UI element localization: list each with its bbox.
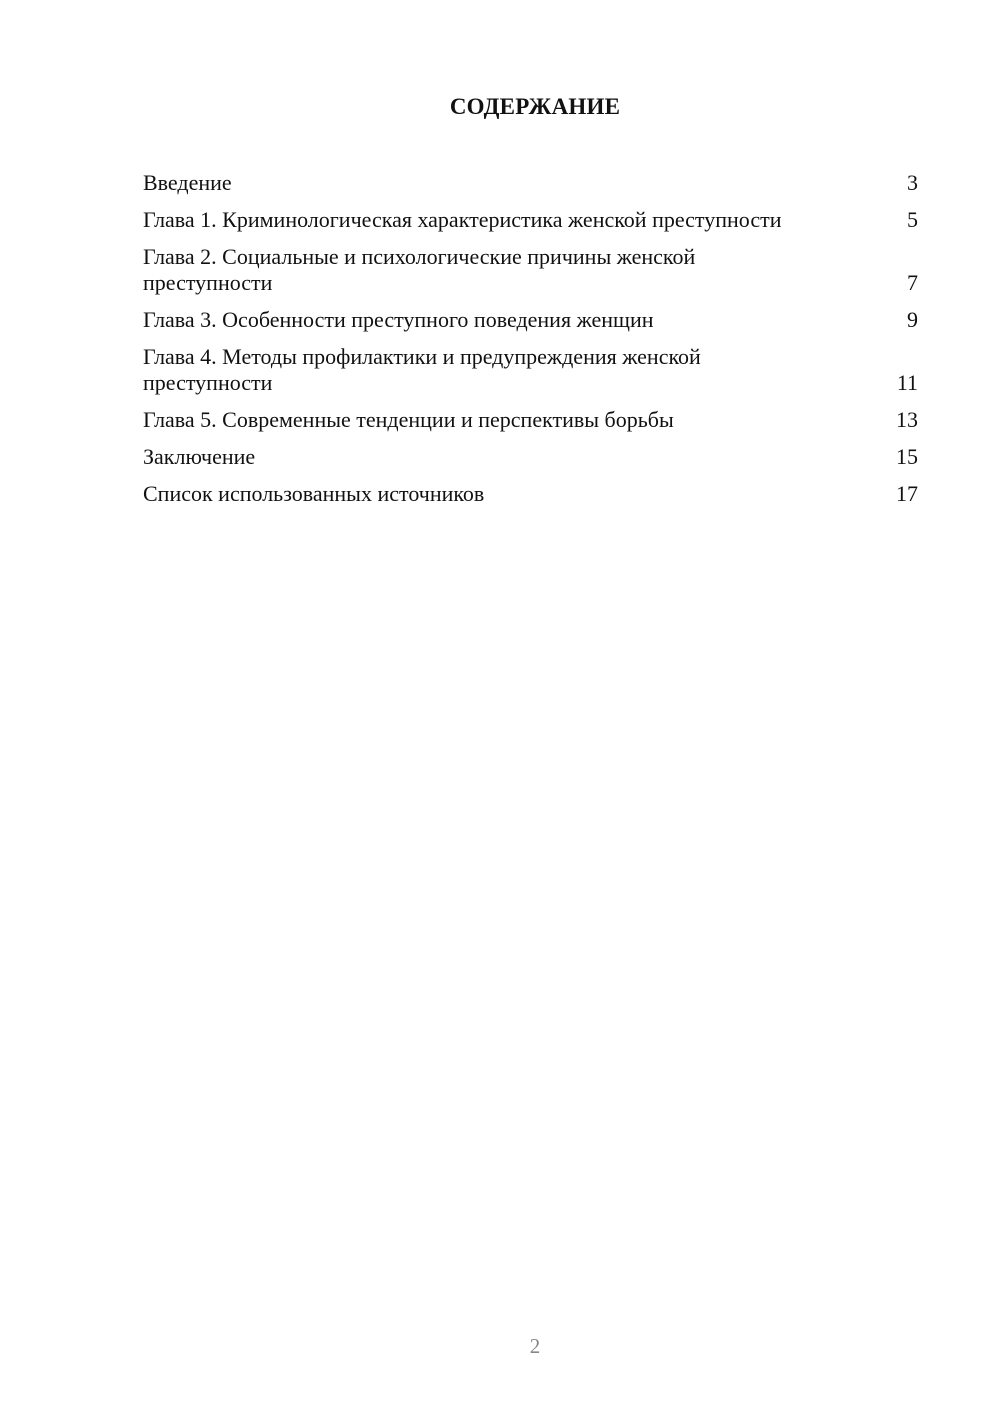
toc-entry-text: Глава 4. Методы профилактики и предупреждения женской преступности [143,344,701,395]
toc-entry [143,244,918,296]
toc-entry-page: 13 [896,407,918,432]
toc-entry [143,207,918,233]
toc-entry-text: Список использованных источников [143,481,485,506]
toc-entry [143,407,918,433]
toc-entry-text: Введение [143,170,232,195]
toc-entry [143,344,918,396]
toc-entry [143,481,918,507]
toc-entry [143,170,918,196]
toc-entry-page: 11 [896,370,918,395]
toc-entry-page: 17 [896,481,918,506]
toc-entry-text: Глава 1. Криминологическая характеристика женской преступности [143,207,782,232]
toc-entry-text: Глава 5. Современные тенденции и перспективы борьбы [143,407,674,432]
page-number: 2 [529,1334,541,1358]
toc-entry-page: 5 [907,207,918,232]
toc-entry-page: 7 [907,270,918,295]
toc-entry-page: 9 [907,307,918,332]
toc-entry-text: Глава 3. Особенности преступного поведения женщин [143,307,654,332]
table-of-contents [143,170,918,518]
toc-entry-page: 3 [907,170,918,195]
toc-entry-text: Глава 2. Социальные и психологические причины женской преступности [143,244,696,295]
toc-entry-text: Заключение [143,444,256,469]
toc-title: СОДЕРЖАНИЕ [449,94,621,119]
toc-entry [143,444,918,470]
toc-entry-page: 15 [896,444,918,469]
toc-entry [143,307,918,333]
